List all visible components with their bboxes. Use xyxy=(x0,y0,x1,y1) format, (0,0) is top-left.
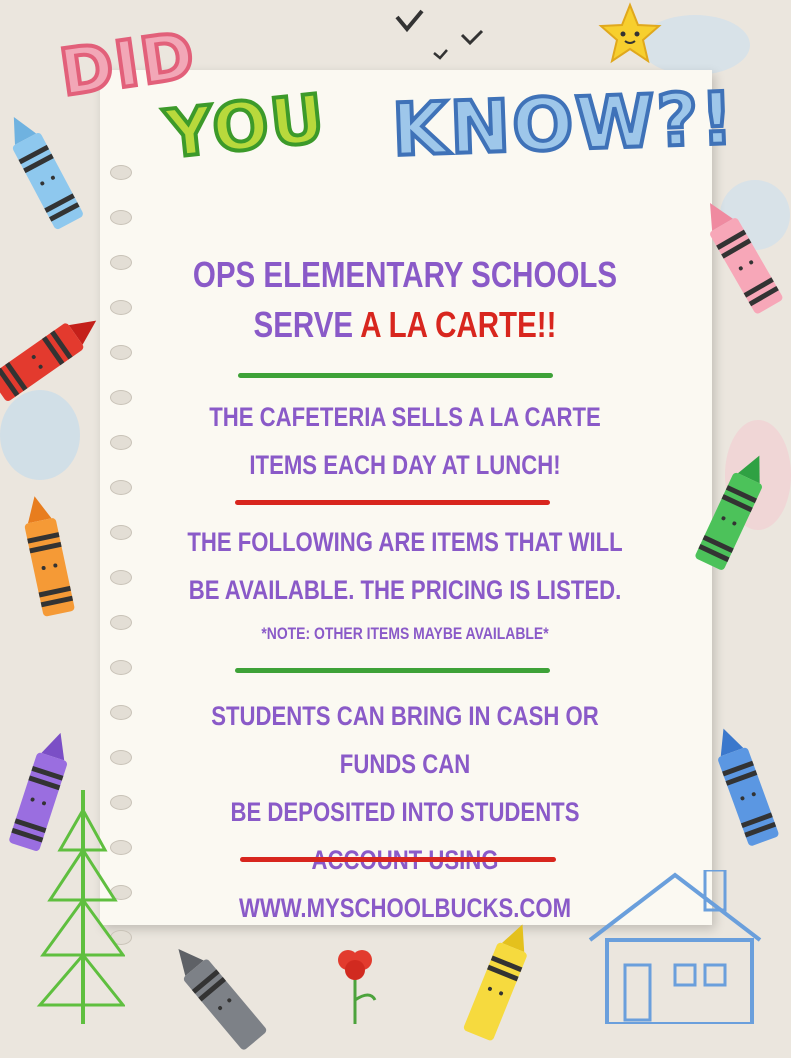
divider-green xyxy=(235,668,550,673)
divider-green xyxy=(238,373,553,378)
title-highlight: A LA CARTE!! xyxy=(360,304,557,345)
title-line2 xyxy=(180,300,631,350)
house-icon xyxy=(585,870,775,1024)
page-title xyxy=(180,250,631,350)
crayon-icon xyxy=(0,303,109,408)
paragraph2-line2: BE AVAILABLE. THE PRICING IS LISTED. xyxy=(188,575,622,605)
paragraph-cafeteria xyxy=(180,393,631,489)
crayon-icon xyxy=(162,935,273,1055)
title-line1: OPS ELEMENTARY SCHOOLS xyxy=(192,254,618,295)
website-link[interactable]: WWW.MYSCHOOLBUCKS.COM xyxy=(238,893,572,923)
note-text: *NOTE: OTHER ITEMS MAYBE AVAILABLE* xyxy=(261,624,549,643)
flower-icon xyxy=(330,945,380,1024)
headline-did: DID xyxy=(55,18,201,112)
paragraph-items xyxy=(180,518,631,614)
divider-red xyxy=(235,500,550,505)
headline-you: YOU xyxy=(161,79,330,174)
tree-icon xyxy=(35,790,125,1024)
headline-know: KNOW?! xyxy=(390,76,737,172)
paragraph3-line1: STUDENTS CAN BRING IN CASH OR FUNDS CAN xyxy=(211,701,599,779)
title-line2-prefix: SERVE xyxy=(253,304,361,345)
crayon-icon xyxy=(457,916,543,1044)
crayon-icon xyxy=(13,492,81,619)
star-icon xyxy=(598,2,662,66)
bird-icon xyxy=(392,5,502,65)
paragraph-funds xyxy=(180,692,631,932)
paragraph3-line2: BE DEPOSITED INTO STUDENTS xyxy=(230,797,580,827)
crayon-icon xyxy=(0,107,90,234)
divider-red xyxy=(240,857,556,862)
paragraph1-line1: THE CAFETERIA SELLS A LA CARTE xyxy=(209,402,601,432)
paragraph2-line1: THE FOLLOWING ARE ITEMS THAT WILL xyxy=(187,527,623,557)
paragraph1-line2: ITEMS EACH DAY AT LUNCH! xyxy=(249,450,561,480)
crayon-icon xyxy=(703,721,785,849)
